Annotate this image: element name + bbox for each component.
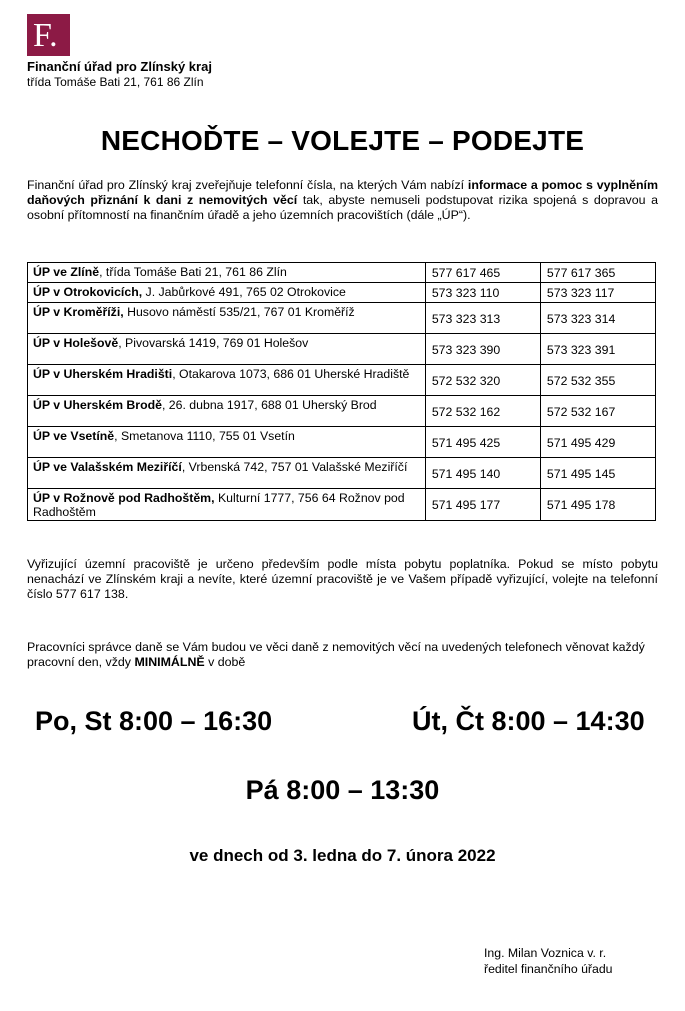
office-name-cell: ÚP v Rožnově pod Radhoštěm,: [33, 491, 215, 505]
office-cell: [28, 427, 426, 458]
note-office: Vyřizující územní pracoviště je určeno především podle místa pobytu poplatníka. Pokud se místo pobytu nenachází ve Zlínském kraji a nevíte, které územní pracoviště je ve Vašem případě vyřizující, volejte na telefonní číslo 577 617 138.: [27, 557, 658, 601]
office-address-cell: , Pivovarská 1419, 769 01 Holešov: [118, 336, 309, 350]
office-name-cell: ÚP v Otrokovicích,: [33, 285, 143, 299]
headline: NECHOĎTE – VOLEJTE – PODEJTE: [100, 125, 585, 156]
office-address: třída Tomáše Bati 21, 761 86 Zlín: [27, 75, 204, 89]
note-hours-text-2: v době: [204, 655, 246, 669]
phone-1: 572 532 162: [425, 396, 540, 427]
phone-2: 573 323 314: [540, 303, 655, 334]
table-row: [28, 334, 656, 365]
office-address-cell: Kulturní 1777, 756 64 Rožnov pod Radhoštěm: [33, 491, 405, 519]
office-address-cell: , Smetanova 1110, 755 01 Vsetín: [114, 429, 295, 443]
logo-text: F.: [33, 17, 58, 54]
signature-title: ředitel finančního úřadu: [484, 962, 613, 976]
table-row: [28, 489, 656, 521]
office-cell: [28, 263, 426, 283]
office-address-cell: J. Jabůrkové 491, 765 02 Otrokovice: [142, 285, 346, 299]
office-name-cell: ÚP v Uherském Hradišti: [33, 367, 173, 381]
office-cell: [28, 334, 426, 365]
phone-1: 571 495 140: [425, 458, 540, 489]
office-cell: [28, 303, 426, 334]
period: ve dnech od 3. ledna do 7. února 2022: [189, 846, 496, 865]
table-row: [28, 427, 656, 458]
financni-urad-logo: [27, 14, 70, 56]
intro-text-bold: informace a pomoc s vyplněním daňových přiznání k dani z nemovitých věcí: [27, 178, 658, 207]
note-hours: [27, 640, 658, 670]
phone-2: 572 532 355: [540, 365, 655, 396]
phone-2: 571 495 429: [540, 427, 655, 458]
table-row: [28, 396, 656, 427]
phone-2: 573 323 117: [540, 283, 655, 303]
hours-fri: Pá 8:00 – 13:30: [245, 775, 440, 805]
office-cell: [28, 458, 426, 489]
phone-2: 577 617 365: [540, 263, 655, 283]
office-address-cell: , 26. dubna 1917, 688 01 Uherský Brod: [161, 398, 377, 412]
phone-1: 571 495 177: [425, 489, 540, 521]
office-name-cell: ÚP ve Vsetíně: [33, 429, 115, 443]
signature-name: Ing. Milan Voznica v. r.: [484, 946, 607, 960]
phone-1: 571 495 425: [425, 427, 540, 458]
office-address-cell: Husovo náměstí 535/21, 767 01 Kroměříž: [123, 305, 355, 319]
offices-table: [27, 262, 656, 521]
phone-2: 571 495 178: [540, 489, 655, 521]
office-name-cell: ÚP v Uherském Brodě: [33, 398, 162, 412]
note-hours-text-1: Pracovníci správce daně se Vám budou ve věci daně z nemovitých věcí na uvedených telefonech věnovat každý pracovní den, vždy: [27, 640, 645, 669]
hours-mon-wed: Po, St 8:00 – 16:30: [35, 706, 273, 736]
office-name-cell: ÚP v Holešově: [33, 336, 119, 350]
intro-text-1: Finanční úřad pro Zlínský kraj zveřejňuje telefonní čísla, na kterých Vám nabízí: [27, 178, 468, 192]
office-cell: [28, 396, 426, 427]
phone-1: 573 323 390: [425, 334, 540, 365]
table-row: [28, 365, 656, 396]
phone-1: 573 323 313: [425, 303, 540, 334]
office-name-cell: ÚP v Kroměříži,: [33, 305, 124, 319]
table-row: [28, 263, 656, 283]
office-address-cell: , Otakarova 1073, 686 01 Uherské Hradiště: [172, 367, 410, 381]
office-address-cell: , Vrbenská 742, 757 01 Valašské Meziříčí: [181, 460, 408, 474]
intro-paragraph: [27, 178, 658, 223]
phone-1: 577 617 465: [425, 263, 540, 283]
office-address-cell: , třída Tomáše Bati 21, 761 86 Zlín: [99, 265, 287, 279]
table-row: [28, 303, 656, 334]
office-cell: [28, 489, 426, 521]
office-cell: [28, 365, 426, 396]
table-row: [28, 283, 656, 303]
phone-1: 572 532 320: [425, 365, 540, 396]
office-name: Finanční úřad pro Zlínský kraj: [27, 59, 212, 74]
phone-1: 573 323 110: [425, 283, 540, 303]
table-row: [28, 458, 656, 489]
phone-2: 572 532 167: [540, 396, 655, 427]
office-name-cell: ÚP ve Valašském Meziříčí: [33, 460, 182, 474]
phone-2: 573 323 391: [540, 334, 655, 365]
office-cell: [28, 283, 426, 303]
intro-text-2: tak, abyste nemuseli podstupovat rizika spojená s dopravou a osobní přítomností na finančním úřadě a jeho územních pracovištích (dále „ÚP“).: [27, 193, 658, 222]
office-name-cell: ÚP ve Zlíně: [33, 265, 100, 279]
note-hours-bold: MINIMÁLNĚ: [134, 655, 205, 669]
phone-2: 571 495 145: [540, 458, 655, 489]
hours-tue-thu: Út, Čt 8:00 – 14:30: [412, 706, 645, 736]
